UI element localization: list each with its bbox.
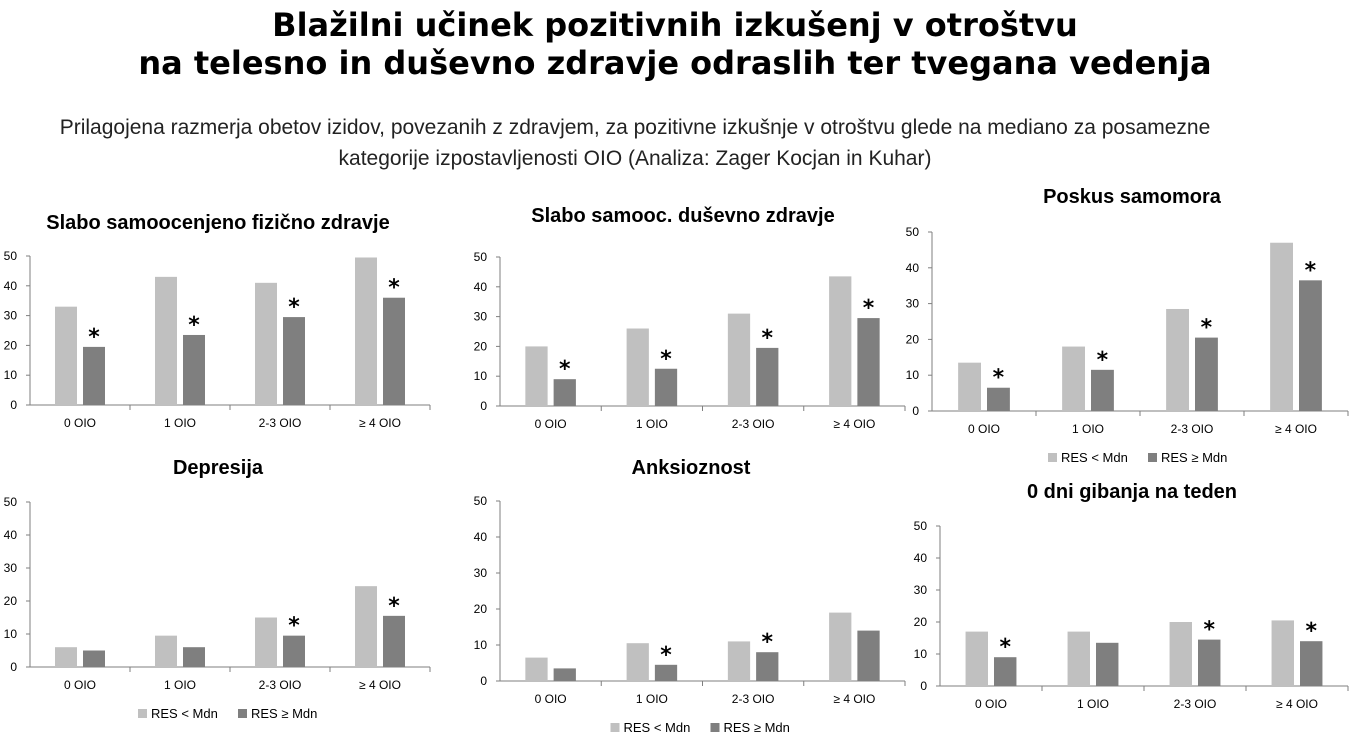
bar-res-below-median bbox=[1170, 622, 1192, 686]
significance-star: * bbox=[1305, 619, 1317, 645]
x-tick-label: ≥ 4 OIO bbox=[359, 416, 401, 430]
y-tick-label: 20 bbox=[3, 594, 17, 608]
significance-star: * bbox=[1304, 258, 1317, 284]
y-tick-label: 20 bbox=[905, 332, 919, 347]
y-tick-label: 30 bbox=[913, 583, 927, 597]
y-tick-label: 0 bbox=[480, 399, 487, 413]
x-tick-label: ≥ 4 OIO bbox=[359, 678, 401, 692]
y-tick-label: 30 bbox=[905, 296, 919, 311]
x-tick-label: ≥ 4 OIO bbox=[1276, 697, 1318, 711]
x-tick-label: 2-3 OIO bbox=[731, 692, 775, 706]
significance-star: * bbox=[388, 275, 400, 301]
y-tick-label: 10 bbox=[905, 368, 919, 383]
x-tick-label: 1 OIO bbox=[1076, 697, 1110, 711]
chart-title: Depresija bbox=[172, 457, 264, 479]
chart-title: 0 dni gibanja na teden bbox=[1026, 481, 1238, 503]
y-tick-label: 10 bbox=[3, 368, 17, 383]
y-tick-label: 40 bbox=[913, 551, 927, 565]
bar-res-above-median bbox=[1198, 640, 1220, 686]
significance-star: * bbox=[999, 635, 1011, 661]
significance-star: * bbox=[761, 630, 774, 656]
legend-label: RES ≥ Mdn bbox=[251, 706, 318, 721]
chart-title: Anksioznost bbox=[631, 457, 751, 479]
bar-res-below-median bbox=[1272, 620, 1294, 686]
significance-star: * bbox=[388, 593, 400, 619]
x-tick-label: 1 OIO bbox=[163, 678, 197, 692]
y-tick-label: 10 bbox=[3, 627, 17, 641]
significance-star: * bbox=[288, 613, 300, 639]
bar-res-above-median bbox=[1096, 643, 1118, 686]
chart-title: Slabo samooc. duševno zdravje bbox=[531, 205, 835, 227]
x-tick-label: ≥ 4 OIO bbox=[833, 417, 876, 431]
significance-star: * bbox=[1203, 617, 1215, 643]
x-tick-label: 0 OIO bbox=[534, 692, 567, 706]
x-tick-label: 2-3 OIO bbox=[258, 416, 302, 430]
x-tick-label: 0 OIO bbox=[967, 422, 1001, 436]
y-tick-label: 30 bbox=[3, 308, 17, 323]
significance-star: * bbox=[559, 357, 571, 383]
significance-star: * bbox=[862, 296, 875, 322]
significance-star: * bbox=[660, 346, 672, 372]
chart-title: Poskus samomora bbox=[1043, 186, 1221, 208]
y-tick-label: 50 bbox=[913, 519, 927, 533]
y-tick-label: 40 bbox=[3, 528, 17, 542]
x-tick-label: 2-3 OIO bbox=[1170, 422, 1214, 436]
x-tick-label: 0 OIO bbox=[974, 697, 1008, 711]
y-tick-label: 50 bbox=[473, 494, 487, 508]
x-tick-label: 1 OIO bbox=[635, 692, 668, 706]
main-title-line1: Blažilni učinek pozitivnih izkušenj v otroštvu bbox=[272, 6, 1078, 44]
x-tick-label: ≥ 4 OIO bbox=[1275, 422, 1317, 436]
y-tick-label: 10 bbox=[473, 369, 487, 384]
x-tick-label: 0 OIO bbox=[63, 678, 97, 692]
bar-res-above-median bbox=[994, 657, 1016, 686]
significance-star: * bbox=[660, 642, 672, 668]
legend-label: RES ≥ Mdn bbox=[723, 720, 790, 735]
significance-star: * bbox=[1200, 315, 1213, 341]
main-title-line2: na telesno in duševno zdravje odraslih ter tvegana vedenja bbox=[138, 44, 1212, 82]
legend-label: RES < Mdn bbox=[1061, 450, 1128, 465]
significance-star: * bbox=[288, 295, 300, 321]
y-tick-label: 10 bbox=[913, 647, 927, 661]
significance-star: * bbox=[761, 325, 774, 351]
y-tick-label: 30 bbox=[473, 309, 487, 324]
y-tick-label: 40 bbox=[3, 278, 17, 293]
y-tick-label: 20 bbox=[473, 339, 487, 354]
subtitle-line2: kategorije izpostavljenosti OIO (Analiza: Zager Kocjan in Kuhar) bbox=[338, 147, 932, 170]
x-tick-label: 0 OIO bbox=[534, 417, 567, 431]
y-tick-label: 40 bbox=[473, 530, 487, 544]
significance-star: * bbox=[188, 312, 200, 338]
y-tick-label: 30 bbox=[473, 566, 487, 580]
x-tick-label: 1 OIO bbox=[1071, 422, 1105, 436]
y-tick-label: 50 bbox=[3, 495, 17, 509]
legend-label: RES ≥ Mdn bbox=[1161, 450, 1228, 465]
y-tick-label: 0 bbox=[10, 660, 17, 674]
legend-label: RES < Mdn bbox=[151, 706, 218, 721]
bar-res-above-median bbox=[1300, 641, 1322, 686]
x-tick-label: 1 OIO bbox=[163, 416, 197, 430]
y-tick-label: 40 bbox=[473, 279, 487, 294]
y-tick-label: 0 bbox=[480, 674, 487, 688]
y-tick-label: 0 bbox=[920, 679, 927, 693]
y-tick-label: 10 bbox=[473, 638, 487, 652]
significance-star: * bbox=[1096, 347, 1109, 373]
x-tick-label: 1 OIO bbox=[635, 417, 668, 431]
bar-res-below-median bbox=[966, 632, 988, 686]
y-tick-label: 50 bbox=[473, 250, 487, 264]
y-tick-label: 50 bbox=[3, 249, 17, 263]
y-tick-label: 30 bbox=[3, 561, 17, 575]
significance-star: * bbox=[88, 324, 100, 350]
x-tick-label: ≥ 4 OIO bbox=[833, 692, 876, 706]
significance-star: * bbox=[992, 365, 1005, 391]
subtitle-line1: Prilagojena razmerja obetov izidov, povezanih z zdravjem, za pozitivne izkušnje v otroštvu glede na mediano za posamezne bbox=[59, 116, 1211, 139]
bar-res-below-median bbox=[1068, 632, 1090, 686]
y-tick-label: 50 bbox=[905, 225, 919, 239]
y-tick-label: 0 bbox=[912, 404, 919, 418]
y-tick-label: 20 bbox=[3, 338, 17, 353]
y-tick-label: 20 bbox=[913, 615, 927, 629]
x-tick-label: 0 OIO bbox=[63, 416, 97, 430]
y-tick-label: 0 bbox=[10, 398, 17, 412]
legend-label: RES < Mdn bbox=[623, 720, 691, 735]
chart-title: Slabo samoocenjeno fizično zdravje bbox=[46, 212, 390, 234]
x-tick-label: 2-3 OIO bbox=[731, 417, 775, 431]
x-tick-label: 2-3 OIO bbox=[258, 678, 302, 692]
y-tick-label: 20 bbox=[473, 602, 487, 616]
y-tick-label: 40 bbox=[905, 260, 919, 275]
x-tick-label: 2-3 OIO bbox=[1173, 697, 1217, 711]
